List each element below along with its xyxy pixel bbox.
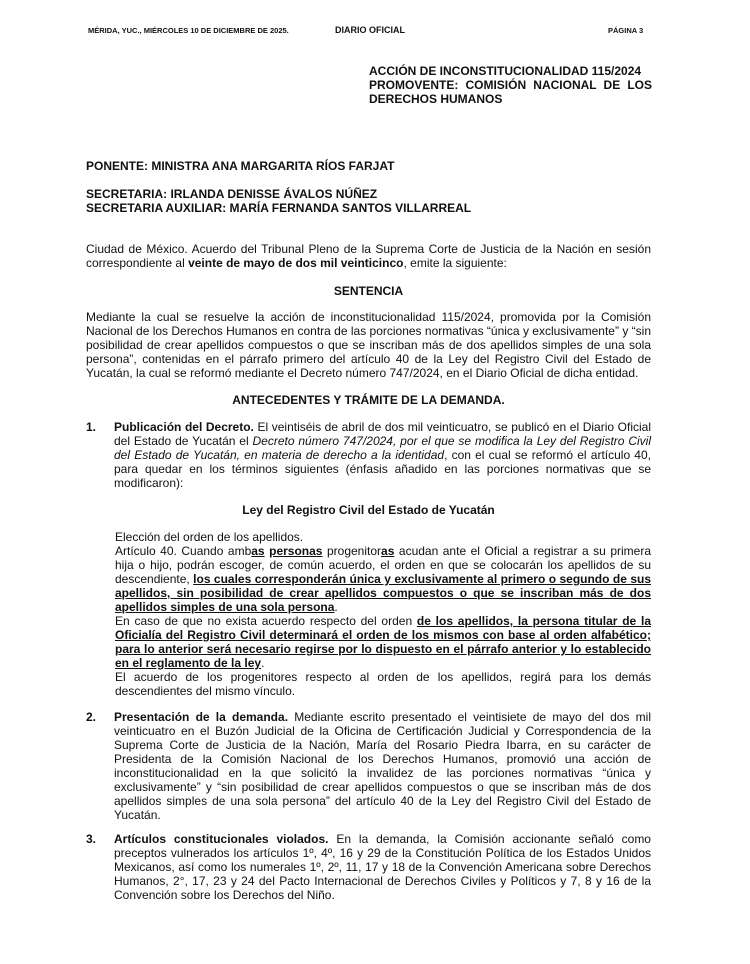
law-text: progenitor bbox=[322, 544, 382, 558]
intro-text-end: , emite la siguiente: bbox=[403, 256, 507, 270]
intro-paragraph bbox=[86, 242, 651, 270]
antecedente-item-3 bbox=[86, 832, 651, 902]
case-block bbox=[369, 64, 652, 106]
antecedente-item-2 bbox=[86, 710, 651, 822]
item-text bbox=[114, 710, 651, 822]
item-title: Publicación del Decreto. bbox=[114, 420, 254, 434]
law-heading: Elección del orden de los apellidos. bbox=[115, 530, 304, 544]
sentencia-paragraph: Mediante la cual se resuelve la acción de inconstitucionalidad 115/2024, promovida por la Comisión Nacional de los Derechos Humanos en contra de las porciones normativas “única y exclusivamente” y “sin posibilidad de crear apellidos compuestos o que se inscriban más de dos apellidos simples de una sola persona”, contenidas en el párrafo primero del artículo 40 de la Ley del Registro Civil del Estado de Yucatán, la cual se reformó mediante el Decreto número 747/2024, en el Diario Oficial de dicha entidad. bbox=[86, 310, 651, 380]
item-text-part: , con el cual se reformó el artículo 40, para quedar en los términos siguientes (énfasis añadido en las porciones normativas que se modificaron): bbox=[114, 448, 651, 490]
law-third-paragraph: El acuerdo de los progenitores respecto al orden de los apellidos, regirá para los demás descendientes del mismo vínculo. bbox=[115, 670, 651, 698]
item-text bbox=[114, 420, 651, 490]
item-number: 2. bbox=[86, 710, 97, 724]
sentencia-title: SENTENCIA bbox=[333, 284, 404, 298]
decree-title: Decreto número 747/2024, por el que se modifica la Ley del Registro Civil del Estado de Yucatán, en materia de derecho a la identidad bbox=[114, 434, 651, 462]
header-publication: DIARIO OFICIAL bbox=[335, 25, 405, 35]
item-title: Presentación de la demanda. bbox=[114, 710, 289, 724]
item-text-part: El veintiséis de abril de dos mil veinticuatro, se publicó en el Diario Oficial del Estado de Yucatán el bbox=[114, 420, 652, 448]
law-second-paragraph bbox=[115, 614, 651, 670]
secretaria: SECRETARIA: IRLANDA DENISSE ÁVALOS NÚÑEZ bbox=[86, 187, 378, 201]
secretaria-auxiliar: SECRETARIA AUXILIAR: MARÍA FERNANDA SANTOS VILLARREAL bbox=[86, 201, 472, 215]
antecedente-item-1 bbox=[86, 420, 651, 490]
item-text-part: Mediante escrito presentado el veintisiete de mayo del dos mil veinticuatro en el Buzón Judicial de la Oficina de Certificación Judicial y Correspondencia de la Suprema Corte de Justicia de la Nación, María del Rosario Piedra Ibarra, en su carácter de Presidenta de la Comisión Nacional de los Derechos Humanos, promovió una acción de inconstitucionalidad en la que solicitó la invalidez de las porciones normativas “única y exclusivamente” y “sin posibilidad de crear apellidos compuestos o que se inscriban más de dos apellidos simples de una sola persona” del artículo 40 de la Ley del Registro Civil del Estado de Yucatán. bbox=[114, 710, 651, 822]
intro-text: Ciudad de México. Acuerdo del Tribunal Pleno de la Suprema Corte de Justicia de la Nación en sesión correspondiente al bbox=[86, 242, 651, 270]
law-text: acudan ante el Oficial a registrar a su primera hija o hijo, podrán escoger, de común acuerdo, el orden en que se colocarán los apellidos de su descendiente, bbox=[115, 544, 652, 586]
header-date: MÉRIDA, YUC., MIÉRCOLES 10 DE DICIEMBRE DE 2025. bbox=[88, 26, 289, 35]
case-number: ACCIÓN DE INCONSTITUCIONALIDAD 115/2024 bbox=[369, 64, 642, 78]
case-promovente: PROMOVENTE: COMISIÓN NACIONAL DE LOS DERECHOS HUMANOS bbox=[369, 78, 652, 106]
law-text: . bbox=[334, 600, 338, 614]
law-added-text: de los apellidos, la persona titular de la Oficialía del Registro Civil determinará el orden de los mismos con base al orden alfabético; para lo anterior será necesario regirse por lo dispuesto en el párrafo anterior y lo establecido en el reglamento de la ley bbox=[115, 614, 652, 670]
law-added-text: personas bbox=[269, 544, 323, 558]
law-text: Artículo 40. Cuando amb bbox=[115, 544, 252, 558]
law-text: . bbox=[261, 656, 265, 670]
header-page-number: PÁGINA 3 bbox=[608, 26, 644, 35]
law-article-paragraph bbox=[115, 544, 651, 614]
item-number: 1. bbox=[86, 420, 97, 434]
item-text-part: En la demanda, la Comisión accionante señaló como preceptos vulnerados los artículos 1º, 4º, 16 y 29 de la Constitución Política de los Estados Unidos Mexicanos, así como los numerales 1º, 2º, 11, 17 y 18 de la Convención Americana sobre Derechos Humanos, 2°, 17, 23 y 24 del Pacto Internacional de Derechos Civiles y Políticos y 7, 8 y 16 de la Convención sobre los Derechos del Niño. bbox=[114, 832, 651, 902]
antecedentes-title: ANTECEDENTES Y TRÁMITE DE LA DEMANDA. bbox=[232, 393, 505, 407]
law-text: En caso de que no exista acuerdo respecto del orden bbox=[115, 614, 417, 628]
ponente: PONENTE: MINISTRA ANA MARGARITA RÍOS FARJAT bbox=[86, 159, 395, 173]
law-quote bbox=[115, 530, 651, 698]
item-text bbox=[114, 832, 651, 902]
law-added-text: as bbox=[251, 544, 265, 558]
intro-date: veinte de mayo de dos mil veinticinco bbox=[188, 256, 404, 270]
law-title: Ley del Registro Civil del Estado de Yucatán bbox=[242, 503, 495, 517]
item-title: Artículos constitucionales violados. bbox=[114, 832, 329, 846]
law-added-text: as bbox=[381, 544, 395, 558]
item-number: 3. bbox=[86, 832, 97, 846]
law-added-text: los cuales corresponderán única y exclusivamente al primero o segundo de sus apellidos, sin posibilidad de crear apellidos compuestos o que se inscriban más de dos apellidos simples de una sola persona bbox=[115, 572, 651, 614]
